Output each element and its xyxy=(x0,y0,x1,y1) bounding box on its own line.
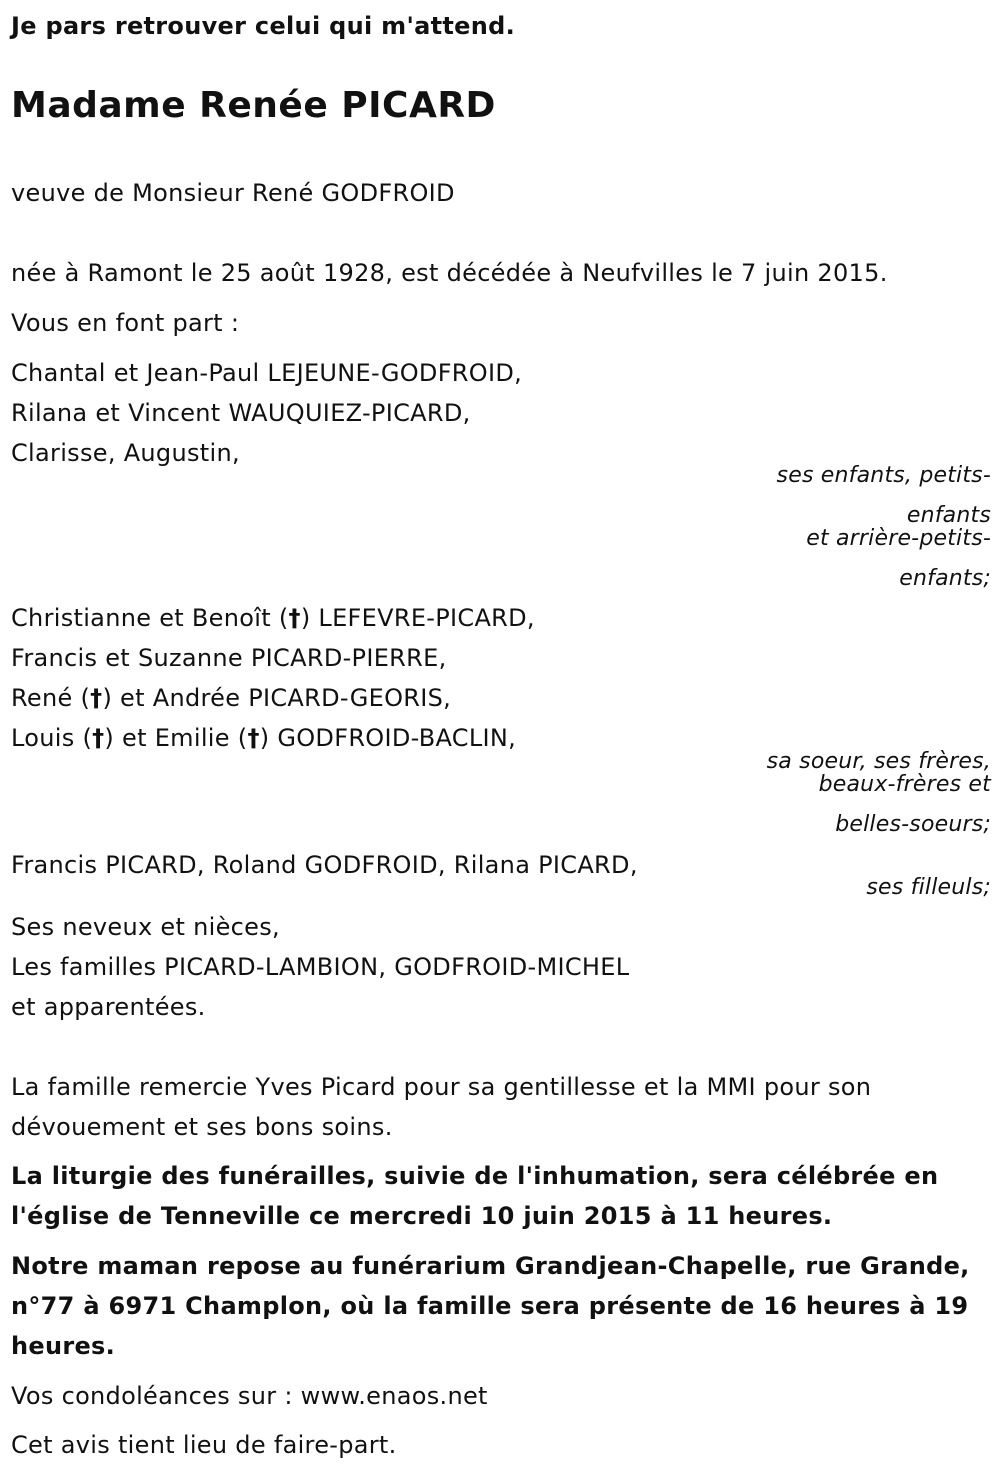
sibling-text: René ( xyxy=(11,684,91,712)
sibling-text: ) GODFROID-BACLIN, xyxy=(259,724,517,752)
sibling-text: Louis ( xyxy=(11,724,93,752)
godchildren-relation: ses filleuls; xyxy=(866,875,991,900)
condolences: Vos condoléances sur : www.enaos.net xyxy=(11,1382,488,1410)
sibling-text: ) LEFEVRE-PICARD, xyxy=(300,604,535,632)
others-line: Ses neveux et nièces, xyxy=(11,913,280,941)
children-line: Rilana et Vincent WAUQUIEZ-PICARD, xyxy=(11,399,471,427)
widow-of: veuve de Monsieur René GODFROID xyxy=(11,179,455,207)
siblings-relation: belles-soeurs; xyxy=(835,812,991,837)
cross-icon: † xyxy=(92,724,105,752)
children-line: Chantal et Jean-Paul LEJEUNE-GODFROID, xyxy=(11,359,523,387)
announce: Vous en font part : xyxy=(11,309,240,337)
thanks-line: dévouement et ses bons soins. xyxy=(11,1113,393,1141)
sibling-text: ) et Andrée PICARD-GEORIS, xyxy=(102,684,452,712)
liturgy-line: l'église de Tenneville ce mercredi 10 juin 2015 à 11 heures. xyxy=(11,1202,833,1230)
sibling-line: Francis et Suzanne PICARD-PIERRE, xyxy=(11,644,447,672)
siblings-relation: beaux-frères et xyxy=(818,772,991,797)
epigraph: Je pars retrouver celui qui m'attend. xyxy=(11,12,516,40)
others-line: et apparentées. xyxy=(11,993,206,1021)
cross-icon: † xyxy=(288,604,301,632)
rest-line: heures. xyxy=(11,1332,116,1360)
cross-icon: † xyxy=(90,684,103,712)
siblings-relation: sa soeur, ses frères, xyxy=(766,749,991,774)
page-title: Madame Renée PICARD xyxy=(11,85,496,126)
sibling-line xyxy=(11,723,516,753)
rest-line: n°77 à 6971 Champlon, où la famille sera présente de 16 heures à 19 xyxy=(11,1292,969,1320)
children-relation: enfants; xyxy=(899,566,991,591)
sibling-line xyxy=(11,603,535,633)
children-relation: ses enfants, petits- xyxy=(776,463,991,488)
sibling-line xyxy=(11,683,451,713)
thanks-line: La famille remercie Yves Picard pour sa gentillesse et la MMI pour son xyxy=(11,1073,872,1101)
godchildren-line: Francis PICARD, Roland GODFROID, Rilana PICARD, xyxy=(11,851,638,879)
children-relation: enfants xyxy=(906,503,991,528)
rest-line: Notre maman repose au funérarium Grandjean-Chapelle, rue Grande, xyxy=(11,1252,970,1280)
liturgy-line: La liturgie des funérailles, suivie de l'inhumation, sera célébrée en xyxy=(11,1162,939,1190)
sibling-text: ) et Emilie ( xyxy=(104,724,248,752)
notice: Cet avis tient lieu de faire-part. xyxy=(11,1431,397,1459)
others-line: Les familles PICARD-LAMBION, GODFROID-MICHEL xyxy=(11,953,630,981)
children-line: Clarisse, Augustin, xyxy=(11,439,240,467)
sibling-text: Christianne et Benoît ( xyxy=(11,604,289,632)
cross-icon: † xyxy=(247,724,260,752)
birth-death: née à Ramont le 25 août 1928, est décédée à Neufvilles le 7 juin 2015. xyxy=(11,259,888,287)
children-relation: et arrière-petits- xyxy=(806,526,991,551)
